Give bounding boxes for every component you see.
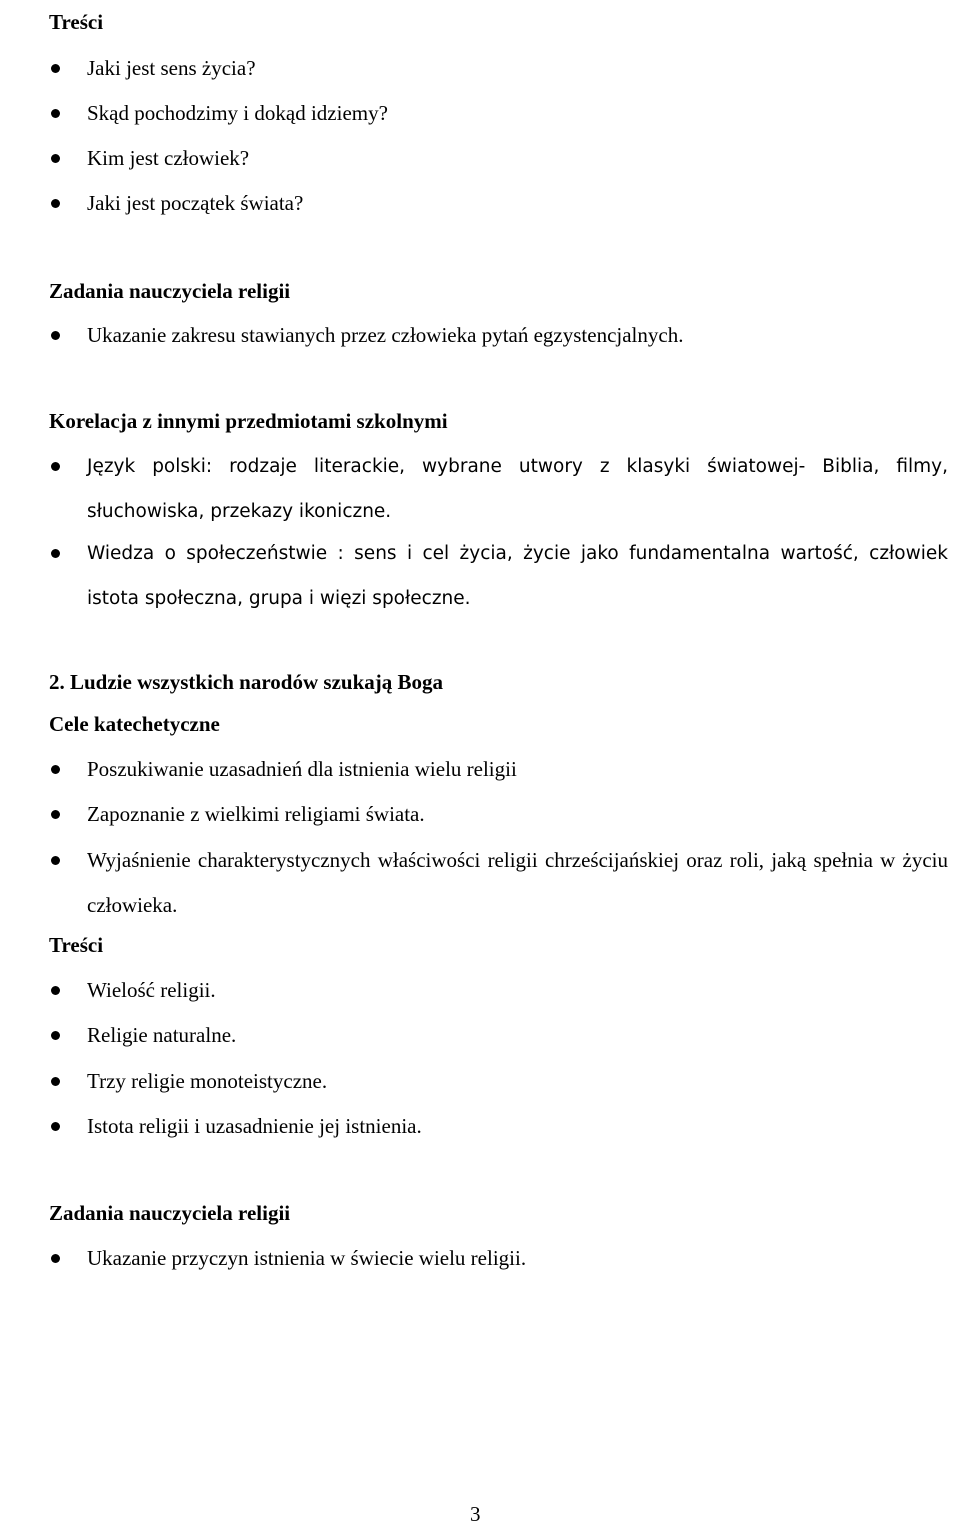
- section-heading-zadania: Zadania nauczyciela religii: [49, 279, 291, 303]
- list-item: [49, 1013, 948, 1058]
- bullet-icon: [51, 1077, 60, 1086]
- list-item: [49, 968, 948, 1013]
- section-heading-zadania: Zadania nauczyciela religii: [49, 1201, 291, 1225]
- bullet-icon: [51, 1254, 60, 1263]
- bullet-icon: [51, 462, 60, 471]
- section-heading-korelacja: Korelacja z innymi przedmiotami szkolnymi: [49, 409, 448, 433]
- bullet-icon: [51, 199, 60, 208]
- list-item-text: Poszukiwanie uzasadnień dla istnienia wielu religii: [87, 757, 517, 781]
- bullet-icon: [51, 154, 60, 163]
- list-item-text: Religie naturalne.: [87, 1023, 237, 1047]
- list-item: [49, 444, 948, 534]
- bullet-icon: [51, 810, 60, 819]
- list-item-text: Ukazanie zakresu stawianych przez człowieka pytań egzystencjalnych.: [87, 323, 684, 347]
- list-item-text: Kim jest człowiek?: [87, 146, 250, 170]
- section-heading-tresci: Treści: [49, 10, 104, 34]
- section-heading-tresci: Treści: [49, 933, 104, 957]
- list-item: [49, 747, 948, 792]
- list-item: [49, 792, 948, 837]
- list-item-text: Jaki jest sens życia?: [87, 56, 256, 80]
- list-item: [49, 91, 948, 136]
- list-item: [49, 1236, 948, 1281]
- list-item-text: Wiedza o społeczeństwie : sens i cel życia, życie jako fundamentalna wartość, człowiek istota społeczna, grupa i więzi społeczne.: [87, 543, 948, 609]
- bullet-icon: [51, 331, 60, 340]
- bullet-icon: [51, 549, 60, 558]
- list-item-text: Wyjaśnienie charakterystycznych właściwości religii chrześcijańskiej oraz roli, jaką spełnia w życiu człowieka.: [87, 848, 948, 917]
- list-item: [49, 136, 948, 181]
- list-item: [49, 1104, 948, 1149]
- bullet-icon: [51, 64, 60, 73]
- list-item-text: Język polski: rodzaje literackie, wybrane utwory z klasyki światowej- Biblia, filmy, słuchowiska, przekazy ikoniczne.: [87, 456, 948, 522]
- list-item-text: Jaki jest początek świata?: [87, 191, 304, 215]
- page-number: 3: [470, 1502, 481, 1526]
- list-item-text: Ukazanie przyczyn istnienia w świecie wielu religii.: [87, 1246, 527, 1270]
- list-item-text: Zapoznanie z wielkimi religiami świata.: [87, 802, 425, 826]
- bullet-icon: [51, 765, 60, 774]
- bullet-icon: [51, 109, 60, 118]
- list-item: [49, 838, 948, 928]
- list-item: [49, 1059, 948, 1104]
- list-item: [49, 46, 948, 91]
- section-heading-cele: Cele katechetyczne: [49, 712, 220, 736]
- bullet-icon: [51, 1031, 60, 1040]
- list-item-text: Trzy religie monoteistyczne.: [87, 1069, 328, 1093]
- list-item-text: Istota religii i uzasadnienie jej istnienia.: [87, 1114, 422, 1138]
- bullet-icon: [51, 986, 60, 995]
- list-item: [49, 313, 948, 358]
- bullet-icon: [51, 1122, 60, 1131]
- chapter-title: 2. Ludzie wszystkich narodów szukają Boga: [49, 670, 443, 694]
- list-item-text: Wielość religii.: [87, 978, 216, 1002]
- bullet-icon: [51, 856, 60, 865]
- list-item: [49, 181, 948, 226]
- list-item: [49, 531, 948, 621]
- list-item-text: Skąd pochodzimy i dokąd idziemy?: [87, 101, 388, 125]
